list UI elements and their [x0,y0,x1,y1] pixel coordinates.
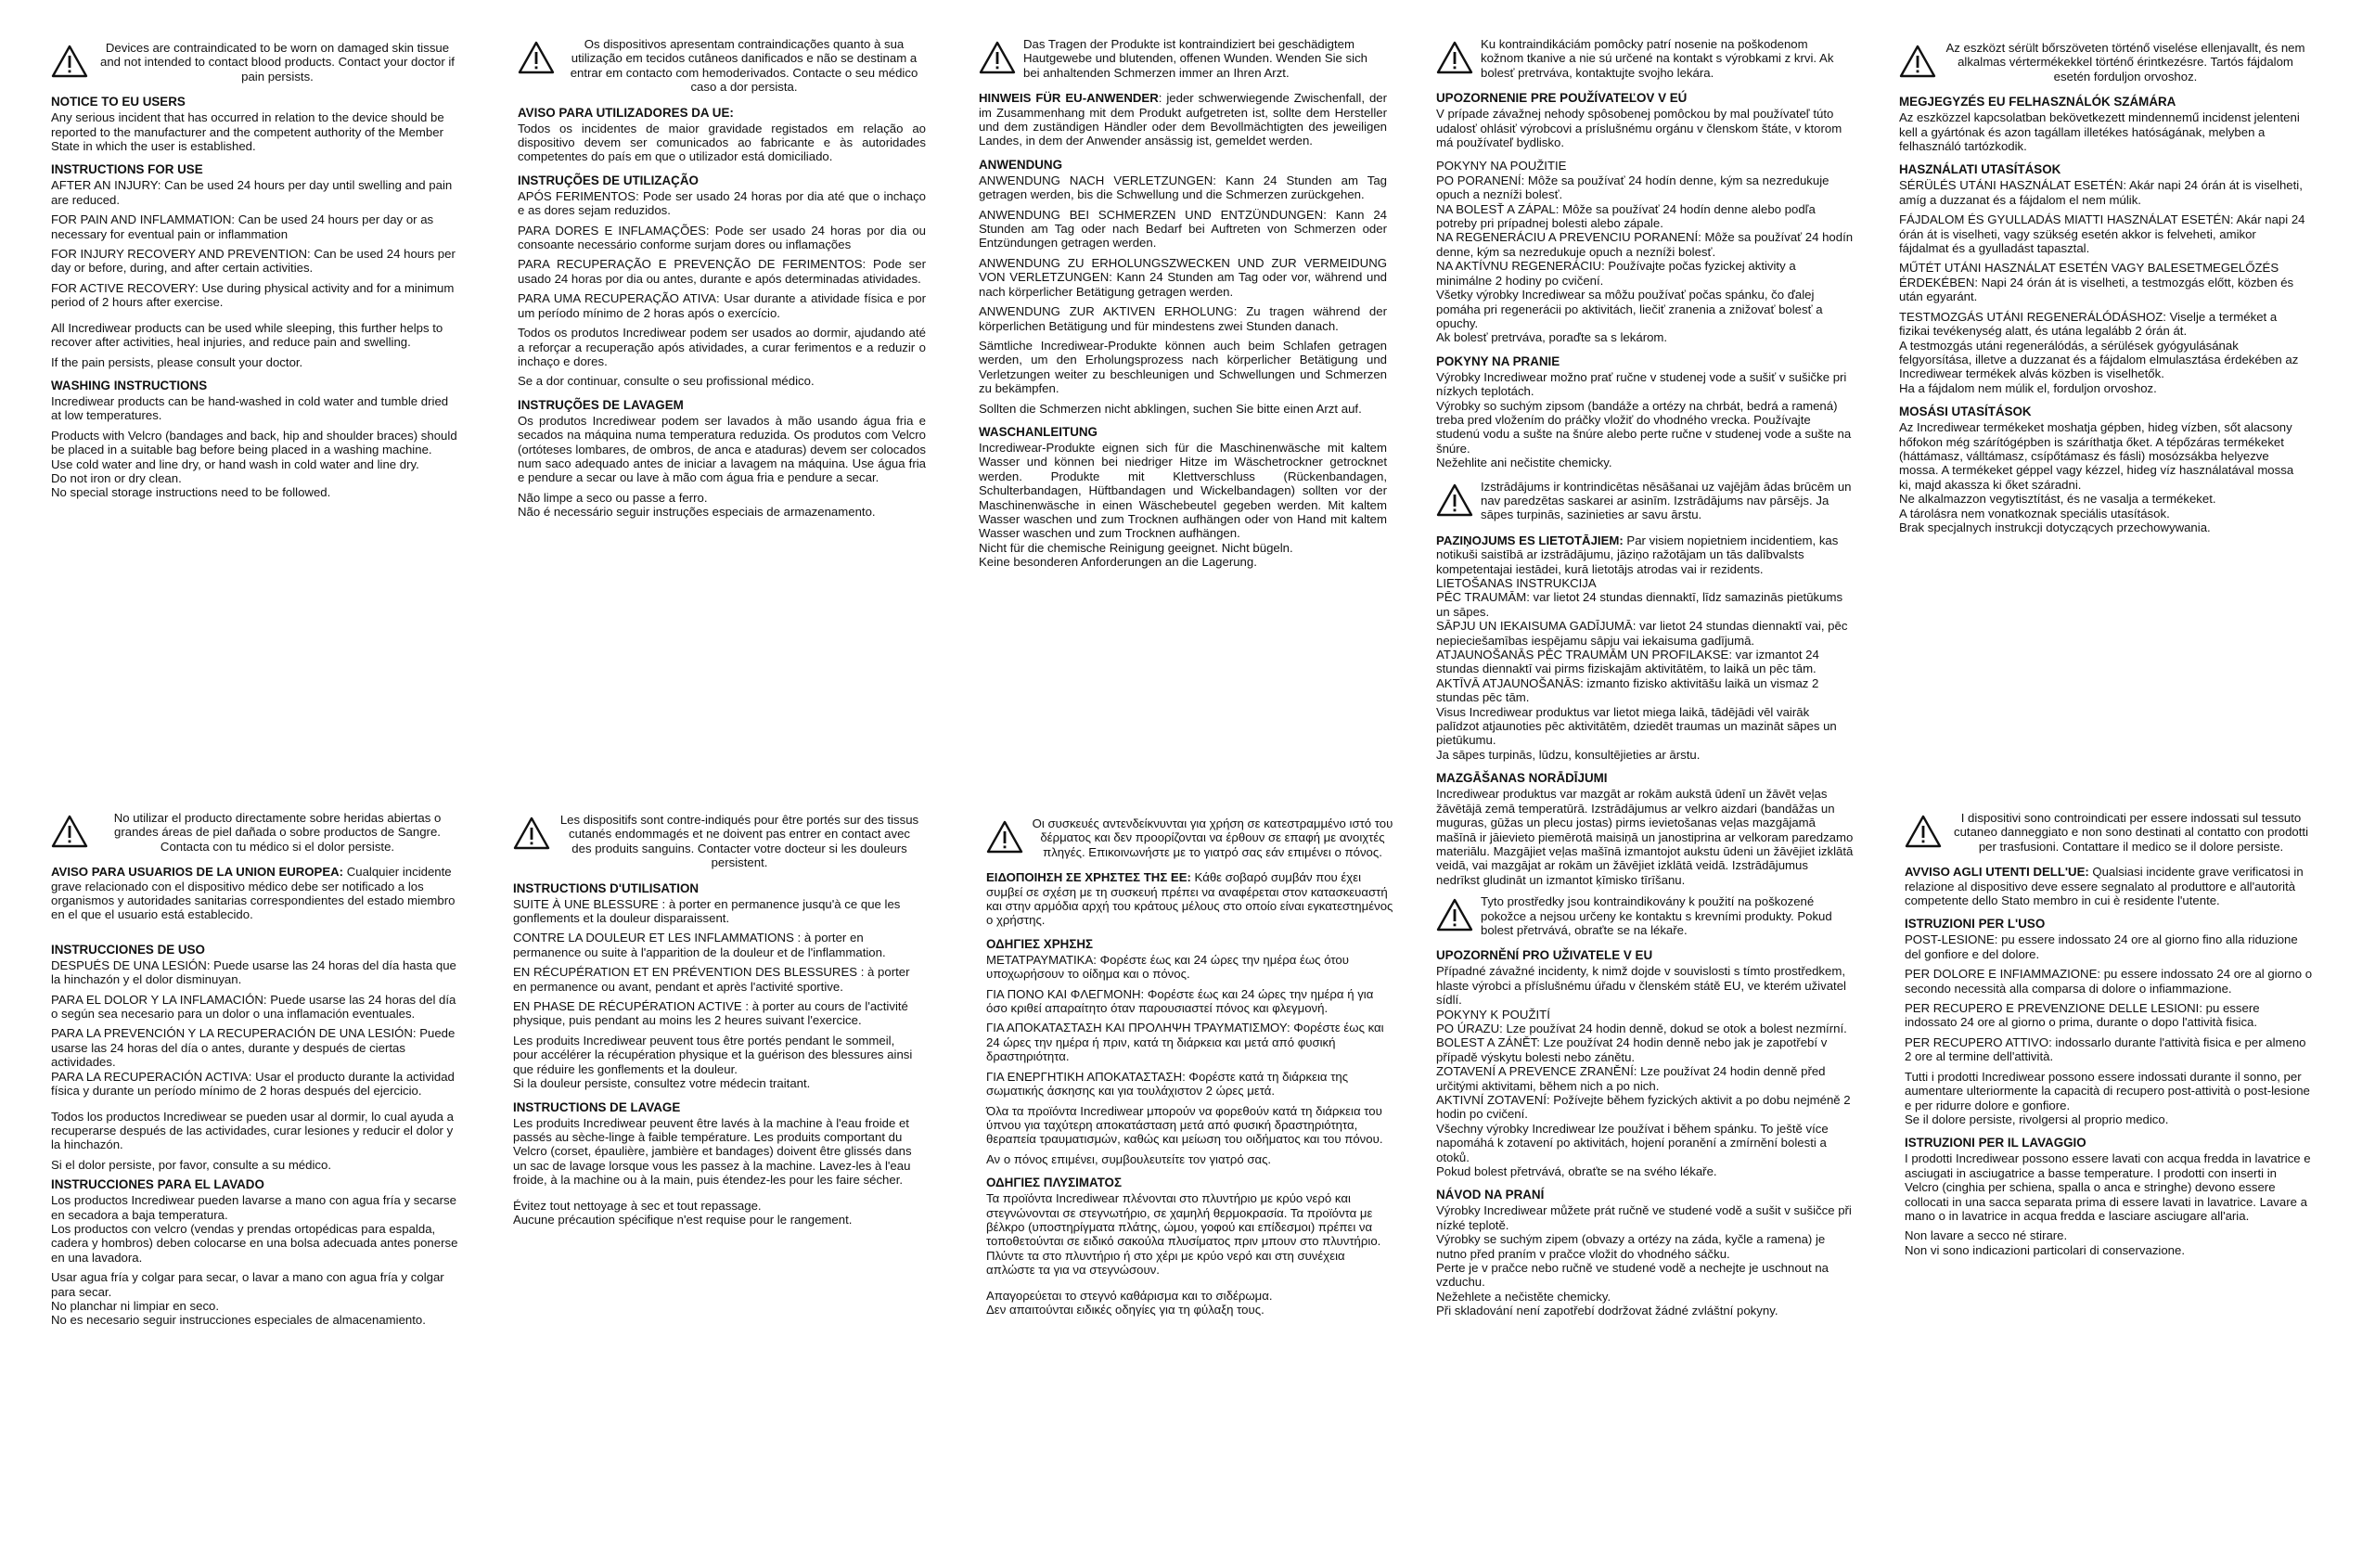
notice-paragraph [986,870,1394,928]
use-item: EN RÉCUPÉRATION ET EN PRÉVENTION DES BLESSURES : à porter en permanence ou avant, pendant et après l'activité sportive. [513,965,910,994]
wash-item: Τα προϊόντα Incrediwear πλένονται στο πλυντήριο με κρύο νερό και στεγνώνονται σε στεγνωτήριο, σε χαμηλή θερμοκρασία. Τα προϊόντα με βέλκρο (υποστηρίγματα πλάτης, ώμου, γοφού και επίδεσμοι) πρέπει να τοποθετούνται σε ειδικό σακούλα πλυσίματος πριν μπουν στο πλυντήριο. Πλύντε τα στο πλυντήριο ή στο χέρι με κρύο νερό και στη συνέχεια απλώστε τα για να στεγνώσουν. [986,1191,1381,1278]
warning-text: Os dispositivos apresentam contraindicações quanto à sua utilização em tecidos cutâneos danificados e não se destinam a entrar em contacto com hemoderivados. Contacte o seu médico caso a dor persista. [570,37,918,95]
wash-item: Výrobky se suchým zipem (obvazy a ortézy na záda, kyčle a ramena) je nutno před praním v pračce vložit do vhodného sáčku. [1436,1232,1826,1261]
use-item: MŰTÉT UTÁNI HASZNÁLAT ESETÉN VAGY BALESETMEGELŐZÉS ÉRDEKÉBEN: Napi 24 órán át is viselheti, a testmozgás előtt, közben és után egyaránt. [1899,261,2294,304]
notice-text: Az eszközzel kapcsolatban bekövetkezett mindennemű incidenst jelenteni kell a gyártónak és azon tagállam illetékes hatóságának, melyben a felhasználó tartózkodik. [1899,110,2300,154]
wash-item: Usar agua fría y colgar para secar, o lavar a mano con agua fría y colgar para secar. [51,1270,444,1299]
wash-title: NÁVOD NA PRANÍ [1436,1188,1545,1202]
use-item: PARA LA RECUPERACIÓN ACTIVA: Usar el producto durante la actividad física y durante un período mínimo de 2 horas después del ejercicio. [51,1069,455,1099]
use-item: DESPUÉS DE UNA LESIÓN: Puede usarse las 24 horas del día hasta que la hinchazón y el dolor disminuyan. [51,958,456,987]
section-spanish [51,811,459,1333]
use-item: ATJAUNOŠANĀS PĒC TRAUMĀM UN PROFILAKSE: var izmantot 24 stundas diennaktī vai pirms fiziskajām aktivitātēm, to laikā un pēc tām. [1436,648,1819,676]
use-item: SUITE À UNE BLESSURE : à porter en permanence jusqu'à ce que les gonflements et la douleur disparaissent. [513,896,901,926]
wash-item: No es necesario seguir instrucciones especiales de almacenamiento. [51,1313,426,1328]
section-greek [986,816,1394,1322]
notice-text: Par visiem nopietniem incidentiem, kas notikuši saistībā ar izstrādājumu, jāziņo ražotājam un tās dalībvalsts kompetentajai iestādei, kurā lietotājs atrodas vai ir rezidents. [1436,533,1839,576]
use-item: FÁJDALOM ÉS GYULLADÁS MIATTI HASZNÁLAT ESETÉN: Akár napi 24 órán át is viselheti, vagy szükség esetén akkor is felveheti, amikor fájdalmat és a gyulladást tapasztal. [1899,212,2305,256]
warning-box [51,811,459,854]
notice-text: Qualsiasi incidente grave verificatosi in relazione al dispositivo deve essere segnalato al produttore e all'autorità competente dello Stato membro in cui è residente l'utente. [1905,865,2304,908]
warning-box [518,37,926,95]
notice-title: NOTICE TO EU USERS [51,95,186,109]
wash-title: WASCHANLEITUNG [979,424,1098,439]
warning-box [1436,480,1854,522]
use-title: INSTRUÇÕES DE UTILIZAÇÃO [518,173,699,187]
use-item: POST-LESIONE: pu essere indossato 24 ore al giorno fino alla riduzione del gonfiore e del dolore. [1905,932,2298,961]
wash-item: Výrobky Incrediwear můžete prát ručně ve studené vodě a sušit v sušičce při nízké teplotě. [1436,1203,1852,1232]
use-item: SĀPJU UN IEKAISUMA GADĪJUMĀ: var lietot 24 stundas diennaktī vai, pēc nepieciešamības iespējamu sāpju vai iekaisuma gadījumā. [1436,619,1848,648]
use-item: Ha a fájdalom nem múlik el, forduljon orvoshoz. [1899,380,2157,395]
warning-text: No utilizar el producto directamente sobre heridas abiertas o grandes áreas de piel dañada o sobre productos de Sangre. Contacta con tu médico si el dolor persiste. [113,811,442,854]
warning-triangle-icon [979,41,1016,74]
notice-title: AVVISO AGLI UTENTI DELL'UE: [1905,865,2089,880]
warning-box [1899,41,2307,84]
use-item: SÉRÜLÉS UTÁNI HASZNÁLAT ESETÉN: Akár napi 24 órán át is viselheti, amíg a duzzanat és a fájdalom el nem múlik. [1899,178,2303,207]
warning-triangle-icon [1905,815,1942,848]
wash-title: ISTRUZIONI PER IL LAVAGGIO [1905,1136,2086,1150]
notice-paragraph [979,91,1387,148]
wash-item: Products with Velcro (bandages and back, hip and shoulder braces) should be placed in a suitable bag before being placed in a washing machine. [51,428,457,457]
warning-triangle-icon [51,45,88,78]
wash-item: Nežehlite ani nečistite chemicky. [1436,456,1612,470]
wash-item: Brak specjalnych instrukcji dotyczących przechowywania. [1899,520,2211,534]
wash-item: Incrediwear products can be hand-washed in cold water and tumble dried at low temperatures. [51,393,449,423]
wash-item: I prodotti Incrediwear possono essere lavati con acqua fredda in lavatrice e asciugati in asciugatrice a basse temperature. I prodotti con inserti in Velcro (cinghia per schiena, spalla o anca e stringhe) devono essere collocati in una sacca separata prima di essere lavati in lavatrice. Lavare a mano o in lavatrice in acqua fredda e lasciare asciugare all'aria. [1905,1151,2311,1223]
use-item: Se a dor continuar, consulte o seu profissional médico. [518,374,815,389]
warning-text: Das Tragen der Produkte ist kontraindiziert bei geschädigtem Hautgewebe und blutenden, offenen Wunden. Wenden Sie sich bei anhaltenden Schmerzen immer an Ihren Arzt. [1023,37,1367,80]
use-item: A testmozgás utáni regenerálódás, a sérülések gyógyulásának felgyorsítása, illetve a duzzanat és a fájdalom elmulasztása érdekében az Incrediwear termékek alvás közben is viselhetők. [1899,338,2299,381]
wash-item: Use cold water and line dry, or hand wash in cold water and line dry. [51,456,419,471]
wash-title: INSTRUCCIONES PARA EL LAVADO [51,1177,264,1192]
warning-text: Οι συσκευές αντενδείκνυνται για χρήση σε κατεστραμμένο ιστό του δέρματος και δεν προορίζονται να έρθουν σε επαφή με ανοιχτές πληγές. Επικοινωνήστε με το γιατρό σας εάν επιμένει ο πόνος. [1032,816,1393,859]
use-item: PO ÚRAZU: Lze používat 24 hodin denně, dokud se otok a bolest nezmírní. [1436,1021,1847,1035]
notice-text: Κάθε σοβαρό συμβάν που έχει συμβεί σε σχέση με τη συσκευή πρέπει να αναφέρεται στον κατασκευαστή και στην αρμόδια αρχή του κράτους μέλους στο οποίο είναι εγκατεστημένος ο χρήστης. [986,870,1393,928]
wash-item: Při skladování není zapotřebí dodržovat žádné zvláštní pokyny. [1436,1304,1778,1318]
wash-title: WASHING INSTRUCTIONS [51,378,208,392]
use-item: NA REGENERÁCIU A PREVENCIU PORANENÍ: Môže sa používať 24 hodín denne, kým sa nezredukuje opuch a nezníži bolesť. [1436,230,1854,259]
use-item: Les produits Incrediwear peuvent tous être portés pendant le sommeil, pour accélérer la récupération physique et la guérison des blessures ainsi que réduire les gonflements et la douleur. [513,1033,913,1076]
wash-title: POKYNY NA PRANIE [1436,353,1560,368]
use-title: INSTRUCTIONS FOR USE [51,162,203,177]
use-item: Pokud bolest přetrvává, obraťte se na svého lékaře. [1436,1164,1717,1179]
notice-title: PAZIŅOJUMS ES LIETOTĀJIEM: [1436,533,1624,547]
use-item: AKTĪVĀ ATJAUNOŠANĀS: izmanto fizisko aktivitāšu laikā un vismaz 2 stundas pēc tām. [1436,675,1819,705]
wash-item: A tárolásra nem vonatkoznak speciális utasítások. [1899,506,2170,521]
wash-item: Não é necessário seguir instruções especiais de armazenamento. [518,505,876,520]
notice-title: ΕΙΔΟΠΟΙΗΣΗ ΣΕ ΧΡΗΣΤΕΣ ΤΗΣ ΕΕ: [986,870,1191,885]
wash-title: MAZGĀŠANAS NORĀDĪJUMI [1436,771,1608,786]
use-item: ZOTAVENÍ A PREVENCE ZRANĚNÍ: Lze používat 24 hodin denně před určitými aktivitami, během nich a po nich. [1436,1064,1826,1093]
wash-item: Incrediwear produktus var mazgāt ar rokām aukstā ūdenī un žāvēt veļas žāvētājā zemā temperatūrā. Izstrādājumus ar velkro aizdari (bandāžas un muguras, gūžas un plecu jostas) pirms ievietošanas veļas mazgājamā mašīnā ir jāievieto piemērotā maisiņā un janostiprina ar velkoram paredzamo materiālu. Mazgājiet veļas mašīnā izmantojot aukstu ūdeni un žāvējiet izklātā veidā, vai mazgājat ar rokām un žāvējiet izklātā veidā. Izstrādājumus nedrīkst gludināt un izmantot ķīmisko tīrīšanu. [1436,787,1854,887]
wash-item: Non vi sono indicazioni particolari di conservazione. [1905,1242,2186,1257]
wash-item: Os produtos Incrediwear podem ser lavados à mão usando água fria e secados na máquina numa temperatura reduzida. Os produtos com Velcro (ortóteses lombares, de ombros, de anca e ataduras) devem ser colocados num saco adequado antes de iniciar a lavagem na máquina. Use água fria e pendure a secar ou lave à mão com água fria e pendure a secar. [518,413,926,485]
wash-item: Výrobky so suchým zipsom (bandáže a ortézy na chrbát, bedrá a ramená) treba pred vložením do práčky vložiť do vhodného vrecka. Používajte studenú vodu a sušte na šnúre alebo perte ručne v studenej vode a sušte na šnúre. [1436,398,1852,456]
use-item: ΜΕΤΑΤΡΑΥΜΑΤΙΚΑ: Φορέστε έως και 24 ώρες την ημέρα έως ότου υποχωρήσουν το οίδημα και ο πόνος. [986,952,1349,982]
use-title: ISTRUZIONI PER L'USO [1905,917,2046,932]
wash-item: Évitez tout nettoyage à sec et tout repassage. [513,1198,762,1213]
wash-title: INSTRUCTIONS DE LAVAGE [513,1099,681,1114]
warning-box [1436,894,1854,937]
use-title: LIETOŠANAS INSTRUKCIJA [1436,576,1597,590]
use-item: Όλα τα προϊόντα Incrediwear μπορούν να φορεθούν κατά τη διάρκεια του ύπνου για ταχύτερη αποκατάσταση μετά από φυσική δραστηριότητα, θεραπεία τραυματισμών, καθώς και μείωση του οιδήματος και του πόνου. [986,1103,1383,1147]
use-item: Tutti i prodotti Incrediwear possono essere indossati durante il sonno, per aumentare ulteriormente la capacità di recupero post-attività o post-lesione e per ridurre dolore e gonfiore. [1905,1069,2310,1112]
wash-item: Não limpe a seco ou passe a ferro. [518,490,708,505]
warning-triangle-icon [518,41,555,74]
use-item: FOR ACTIVE RECOVERY: Use during physical activity and for a minimum period of 2 hours after exercise. [51,280,455,310]
use-item: ANWENDUNG ZUR AKTIVEN ERHOLUNG: Zu tragen während der körperlichen Betätigung und für mindestens zwei Stunden danach. [979,304,1387,333]
wash-item: Nicht für die chemische Reinigung geeignet. Nicht bügeln. [979,540,1293,555]
use-item: PO PORANENÍ: Môže sa používať 24 hodín denne, kým sa nezredukuje opuch a nezníži bolesť. [1436,173,1829,202]
notice-text: Todos os incidentes de maior gravidade registados em relação ao dispositivo devem ser comunicados ao fabricante e às autoridades competentes do país em que o utilizador está domiciliado. [518,121,926,164]
use-item: Αν ο πόνος επιμένει, συμβουλευτείτε τον γιατρό σας. [986,1151,1272,1166]
wash-item: No planchar ni limpiar en seco. [51,1298,220,1313]
warning-text: Az eszközt sérült bőrszöveten történő viselése ellenjavallt, és nem alkalmas vértermékekkel történő érintkezésre. Tartós fájdalom esetén forduljon orvoshoz. [1945,41,2305,84]
warning-box [1905,811,2313,854]
use-item: Todos os produtos Incrediwear podem ser usados ao dormir, ajudando até a reforçar a recuperação após atividades, a curar ferimentos e a reduzir o inchaço e dores. [518,326,926,368]
wash-item: Keine besonderen Anforderungen an die Lagerung. [979,555,1257,570]
notice-paragraph [1436,533,1854,576]
use-item: ANWENDUNG NACH VERLETZUNGEN: Kann 24 Stunden am Tag getragen werden, bis die Schwellung und die Schmerzen zurückgehen. [979,173,1387,202]
notice-title: MEGJEGYZÉS EU FELHASZNÁLÓK SZÁMÁRA [1899,95,2176,109]
wash-item: Aucune précaution spécifique n'est requise pour le rangement. [513,1212,853,1227]
wash-item: Ne alkalmazzon vegytisztítást, és ne vasalja a termékeket. [1899,492,2216,507]
use-title: INSTRUCTIONS D'UTILISATION [513,880,700,895]
warning-triangle-icon [1436,898,1473,932]
use-item: FOR PAIN AND INFLAMMATION: Can be used 24 hours per day or as necessary for eventual pain or inflammation [51,212,434,241]
warning-box [986,816,1394,859]
use-item: PER RECUPERO ATTIVO: indossarlo durante l'attività fisica e per almeno 2 ore al termine dell'attività. [1905,1035,2306,1064]
section-hungarian [1899,41,2307,534]
use-item: Ja sāpes turpinās, lūdzu, konsultējieties ar ārstu. [1436,747,1701,762]
section-slovak-latvian-czech [1436,37,1854,1318]
use-item: Všetky výrobky Incrediwear sa môžu používať počas spánku, čo ďalej pomáha pri regenerácii po aktivitách, liečiť zranenia a znižovať bolesť a opuchy. [1436,288,1823,330]
wash-item: Nežehlete a nečistěte chemicky. [1436,1289,1611,1304]
wash-title: MOSÁSI UTASÍTÁSOK [1899,405,2032,419]
section-portuguese [518,37,926,525]
wash-item: Los productos Incrediwear pueden lavarse a mano con agua fría y secarse en secadora a baja temperatura. [51,1193,456,1222]
use-item: APÓS FERIMENTOS: Pode ser usado 24 horas por dia até que o inchaço e as dores sejam reduzidos. [518,188,926,218]
section-german [979,37,1387,575]
use-item: BOLEST A ZÁNĚT: Lze používat 24 hodin denně nebo jak je zapotřebí v případě výskytu bolesti nebo zánětu. [1436,1035,1828,1064]
use-item: PER DOLORE E INFIAMMAZIONE: pu essere indossato 24 ore al giorno o secondo necessità alla comparsa di dolore o infiammazione. [1905,967,2313,996]
use-item: AFTER AN INJURY: Can be used 24 hours per day until swelling and pain are reduced. [51,178,453,207]
wash-item: Výrobky Incrediwear možno prať ručne v studenej vode a sušiť v sušičke pri nízkych teplotách. [1436,369,1847,399]
use-item: Visus Incrediwear produktus var lietot miega laikā, tādējādi vēl vairāk palīdzot atjaunoties pēc aktivitātēm, dziedēt traumas un mazināt sāpes un pietūkumu. [1436,704,1837,748]
use-item: EN PHASE DE RÉCUPÉRATION ACTIVE : à porter au cours de l'activité physique, puis pendant au moins les 2 heures suivant l'exercice. [513,999,908,1028]
use-item: PARA RECUPERAÇÃO E PREVENÇÃO DE FERIMENTOS: Pode ser usado 24 horas por dia ou antes, durante e após determinadas atividades. [518,257,926,286]
warning-triangle-icon [1899,45,1936,78]
warning-text: Tyto prostředky jsou kontraindikovány k použití na poškozené pokožce a nejsou určeny ke kontaktu s krevními produkty. Pokud bolest přetrvává, obraťte se na lékaře. [1481,894,1832,937]
warning-text: Izstrādājums ir kontrindicētas nēsāšanai uz vajējām ādas brūcēm un nav paredzētas saskarei ar asinīm. Izstrādājums nav pārsējs. Ja sāpes turpinās, sazinieties ar savu ārstu. [1481,479,1852,522]
notice-paragraph [51,865,459,922]
use-item: NA AKTÍVNU REGENERÁCIU: Používajte počas fyzickej aktivity a minimálne 2 hodiny po cvičení. [1436,259,1796,288]
use-item: PARA UMA RECUPERAÇÃO ATIVA: Usar durante a atividade física e por um período mínimo de 2 horas após o exercício. [518,291,926,320]
warning-box [1436,37,1854,80]
wash-item: Do not iron or dry clean. [51,470,182,485]
use-item: AKTIVNÍ ZOTAVENÍ: Požívejte během fyzických aktivit a po dobu nejméně 2 hodin po cvičení. [1436,1093,1851,1122]
use-item: Sämtliche Incrediwear-Produkte können auch beim Schlafen getragen werden, um den Erholungsprozess nach körperlicher Betätigung und Verletzungen weiter zu beschleunigen und Schwellungen und Schmerzen zu bekämpfen. [979,338,1387,396]
use-item: ΓΙΑ ΠΟΝΟ ΚΑΙ ΦΛΕΓΜΟΝΗ: Φορέστε έως και 24 ώρες την ημέρα ή για όσο κριθεί απαραίτητο όταν παρουσιαστεί πόνος και φλεγμονή. [986,986,1374,1016]
use-item: If the pain persists, please consult your doctor. [51,354,303,369]
use-item: Ak bolesť pretrváva, poraďte sa s lekárom. [1436,330,1668,345]
use-item: FOR INJURY RECOVERY AND PREVENTION: Can be used 24 hours per day or before, during, and after certain activities. [51,247,456,276]
notice-title: AVISO PARA USUARIOS DE LA UNION EUROPEA: [51,865,344,880]
warning-box [51,41,459,84]
wash-item: Non lavare a secco né stirare. [1905,1228,2068,1243]
use-title: ΟΔΗΓΙΕΣ ΧΡΗΣΗΣ [986,936,1094,951]
notice-title: AVISO PARA UTILIZADORES DA UE: [518,105,734,120]
warning-triangle-icon [51,815,88,848]
section-italian [1905,811,2313,1263]
wash-item: Les produits Incrediwear peuvent être lavés à la machine à l'eau froide et passés au sèche-linge à faible température. Les produits comportant du Velcro (corset, épaulière, jambière et bandages) doivent être glissés dans un sac de lavage lorsque vous les passez à la machine. Lavez-les à l'eau froide, à la machine ou à la main, puis étendez-les pour les faire sécher. [513,1115,912,1188]
use-item: PER RECUPERO E PREVENZIONE DELLE LESIONI: pu essere indossato 24 ore al giorno o prima, durante o dopo l'attività fisica. [1905,1001,2260,1030]
warning-text: Devices are contraindicated to be worn on damaged skin tissue and not intended to contact blood products. Contact your doctor if pain persists. [100,41,455,84]
wash-item: Los productos con velcro (vendas y prendas ortopédicas para espalda, cadera y hombros) deben colocarse en una bolsa adecuada antes ponerse en una lavadora. [51,1221,458,1265]
warning-text: I dispositivi sono controindicati per essere indossati sul tessuto cutaneo danneggiato e non sono destinati al contatto con prodotti per trasfusioni. Contattare il medico se il dolore persiste. [1954,811,2308,854]
warning-triangle-icon [1436,483,1473,517]
use-item: ΓΙΑ ΕΝΕΡΓΗΤΙΚΗ ΑΠΟΚΑΤΑΣΤΑΣΗ: Φορέστε κατά τη διάρκεια της σωματικής άσκησης και για τουλάχιστον 2 ώρες μετά. [986,1069,1349,1099]
use-title: POKYNY NA POUŽITIE [1436,159,1567,174]
warning-text: Ku kontraindikáciám pomôcky patrí nosenie na poškodenom kožnom tkanive a nie sú určené na kontakt s výrobkami z krvi. Ak bolesť pretrváva, kontaktujte svojho lekára. [1481,37,1834,80]
use-item: PARA LA PREVENCIÓN Y LA RECUPERACIÓN DE UNA LESIÓN: Puede usarse las 24 horas del día o antes, durante y después de ciertas actividades. [51,1026,456,1070]
warning-triangle-icon [986,820,1023,854]
use-item: PARA EL DOLOR Y LA INFLAMACIÓN: Puede usarse las 24 horas del día o según sea necesario para un dolor o una inflamación eventuales. [51,992,456,1022]
wash-item: Δεν απαιτούνται ειδικές οδηγίες για τη φύλαξη τους. [986,1302,1265,1317]
wash-item: Απαγορεύεται το στεγνό καθάρισμα και το σιδέρωμα. [986,1288,1273,1303]
use-item: ΓΙΑ ΑΠΟΚΑΤΑΣΤΑΣΗ ΚΑΙ ΠΡΟΛΗΨΗ ΤΡΑΥΜΑΤΙΣΜΟΥ: Φορέστε έως και 24 ώρες την ημέρα ή πριν, κατά τη διάρκεια και μετά από φυσική δραστηριότητα. [986,1021,1384,1064]
use-item: PARA DORES E INFLAMAÇÕES: Pode ser usado 24 horas por dia ou consoante necessário conforme surjam dores ou inflamações [518,223,926,252]
use-item: Se il dolore persiste, rivolgersi al proprio medico. [1905,1112,2169,1126]
use-item: Todos los productos Incrediwear se pueden usar al dormir, lo cual ayuda a recuperarse después de las actividades, curar lesiones y reducir el dolor y la hinchazón. [51,1109,454,1152]
use-item: Si el dolor persiste, por favor, consulte a su médico. [51,1157,331,1172]
use-item: ANWENDUNG BEI SCHMERZEN UND ENTZÜNDUNGEN: Kann 24 Stunden am Tag oder nach Bedarf bei Auftreten von Schmerzen oder Entzündungen getragen werden. [979,207,1387,251]
use-title: INSTRUCCIONES DE USO [51,942,205,957]
warning-text: Les dispositifs sont contre-indiqués pour être portés sur des tissus cutanés endommagés et ne doivent pas entrer en contact avec des produits sanguins. Contacter votre docteur si les douleurs persistent. [559,813,919,870]
wash-item: Incrediwear-Produkte eignen sich für die Maschinenwäsche mit kaltem Wasser und können bei niedriger Hitze im Wäschetrockner getrocknet werden. Produkte mit Klettverschluss (Rückenbandagen, Schulterbandagen, Hüftbandagen und Wickelbandagen) sollten vor der Maschinenwäsche in einen Wäschebeutel gegeben werden. Mit kaltem Wasser waschen und zum Trocknen aufhängen oder von Hand mit kaltem Wasser waschen und zum Trocknen aufhängen. [979,440,1387,541]
wash-item: Perte je v pračce nebo ručně ve studené vodě a nechejte je uschnout na vzduchu. [1436,1261,1829,1290]
notice-title: UPOZORNENIE PRE POUŽÍVATEĽOV V EÚ [1436,91,1688,106]
use-item: TESTMOZGÁS UTÁNI REGENERÁLÓDÁSHOZ: Viselje a terméket a fizikai tevékenység alatt, és utána legalább 2 órán át. [1899,309,2278,339]
notice-text: Any serious incident that has occurred in relation to the device should be reported to the manufacturer and the competent authority of the Member State in which the user is established. [51,110,444,154]
wash-title: ΟΔΗΓΙΕΣ ΠΛΥΣΙΜΑΤΟΣ [986,1176,1122,1190]
use-item: ANWENDUNG ZU ERHOLUNGSZWECKEN UND ZUR VERMEIDUNG VON VERLETZUNGEN: Kann 24 Stunden am Tag oder vor, während und nach körperlicher Betätigung getragen werden. [979,255,1387,299]
use-item: PĒC TRAUMĀM: var lietot 24 stundas diennaktī, līdz samazinās pietūkums un sāpes. [1436,590,1843,619]
wash-item: Az Incrediwear termékeket moshatja gépben, hideg vízben, sőt alacsony hőfokon még szárítógépben is száríthatja őket. A tépőzáras termékeket (háttámasz, válltámasz, csípőtámasz és fásli) mosózsákba helyezve mossa. A termékeket géppel vagy kézzel, hideg víz használatával mossa ki, majd akassza ki őket száradni. [1899,420,2294,492]
notice-title: UPOZORNĚNÍ PRO UŽIVATELE V EU [1436,948,1653,963]
notice-text: Cualquier incidente grave relacionado con el dispositivo médico debe ser notificado a los organismos y autoridades sanitarias correspondientes del estado miembro en el que el usuario está establecido. [51,865,456,922]
use-title: POKYNY K POUŽITÍ [1436,1007,1550,1022]
warning-triangle-icon [513,816,550,850]
notice-text: V prípade závažnej nehody spôsobenej pomôckou by mal používateľ túto udalosť ohlásiť výrobcovi a príslušnému orgánu v členskom štáte, v ktorom má používateľ bydlisko. [1436,107,1842,150]
notice-text: Případné závažné incidenty, k nimž dojde v souvislosti s tímto prostředkem, hlaste výrobci a příslušnému úřadu v členském státě EU, ve kterém uživatel sídlí. [1436,964,1846,1008]
section-english [51,41,459,506]
use-item: Sollten die Schmerzen nicht abklingen, suchen Sie bitte einen Arzt auf. [979,401,1362,416]
warning-box [513,813,921,870]
use-item: Si la douleur persiste, consultez votre médecin traitant. [513,1076,811,1091]
warning-box [979,37,1387,80]
notice-text: : jeder schwerwiegende Zwischenfall, der im Zusammenhang mit dem Produkt aufgetreten ist, sollte dem Hersteller und dem zuständigen Händler oder dem Bevollmächtigten des jeweiligen Landes, in dem der Anwender ansässig ist, gemeldet werden. [979,91,1388,148]
use-title: HASZNÁLATI UTASÍTÁSOK [1899,162,2061,177]
use-item: NA BOLESŤ A ZÁPAL: Môže sa používať 24 hodín denne alebo podľa potreby pri prípadnej bolesti alebo zápale. [1436,201,1816,231]
notice-paragraph [1905,865,2313,907]
section-french [513,813,921,1232]
wash-item: No special storage instructions need to be followed. [51,485,331,500]
use-item: CONTRE LA DOULEUR ET LES INFLAMMATIONS : à porter en permanence ou suite à l'apparition de la douleur et de l'inflammation. [513,931,886,959]
use-item: All Incrediwear products can be used while sleeping, this further helps to recover after activities, heal injuries, and reduce pain and swelling. [51,320,443,350]
warning-triangle-icon [1436,41,1473,74]
wash-title: INSTRUÇÕES DE LAVAGEM [518,397,684,412]
use-item: Všechny výrobky Incrediwear lze používat i během spánku. To ještě více napomáhá k zotavení po aktivitách, hojení poranění a zmírnění bolesti a otoků. [1436,1121,1829,1164]
use-title: ANWENDUNG [979,157,1063,172]
notice-title: HINWEIS FÜR EU-ANWENDER [979,91,1159,106]
